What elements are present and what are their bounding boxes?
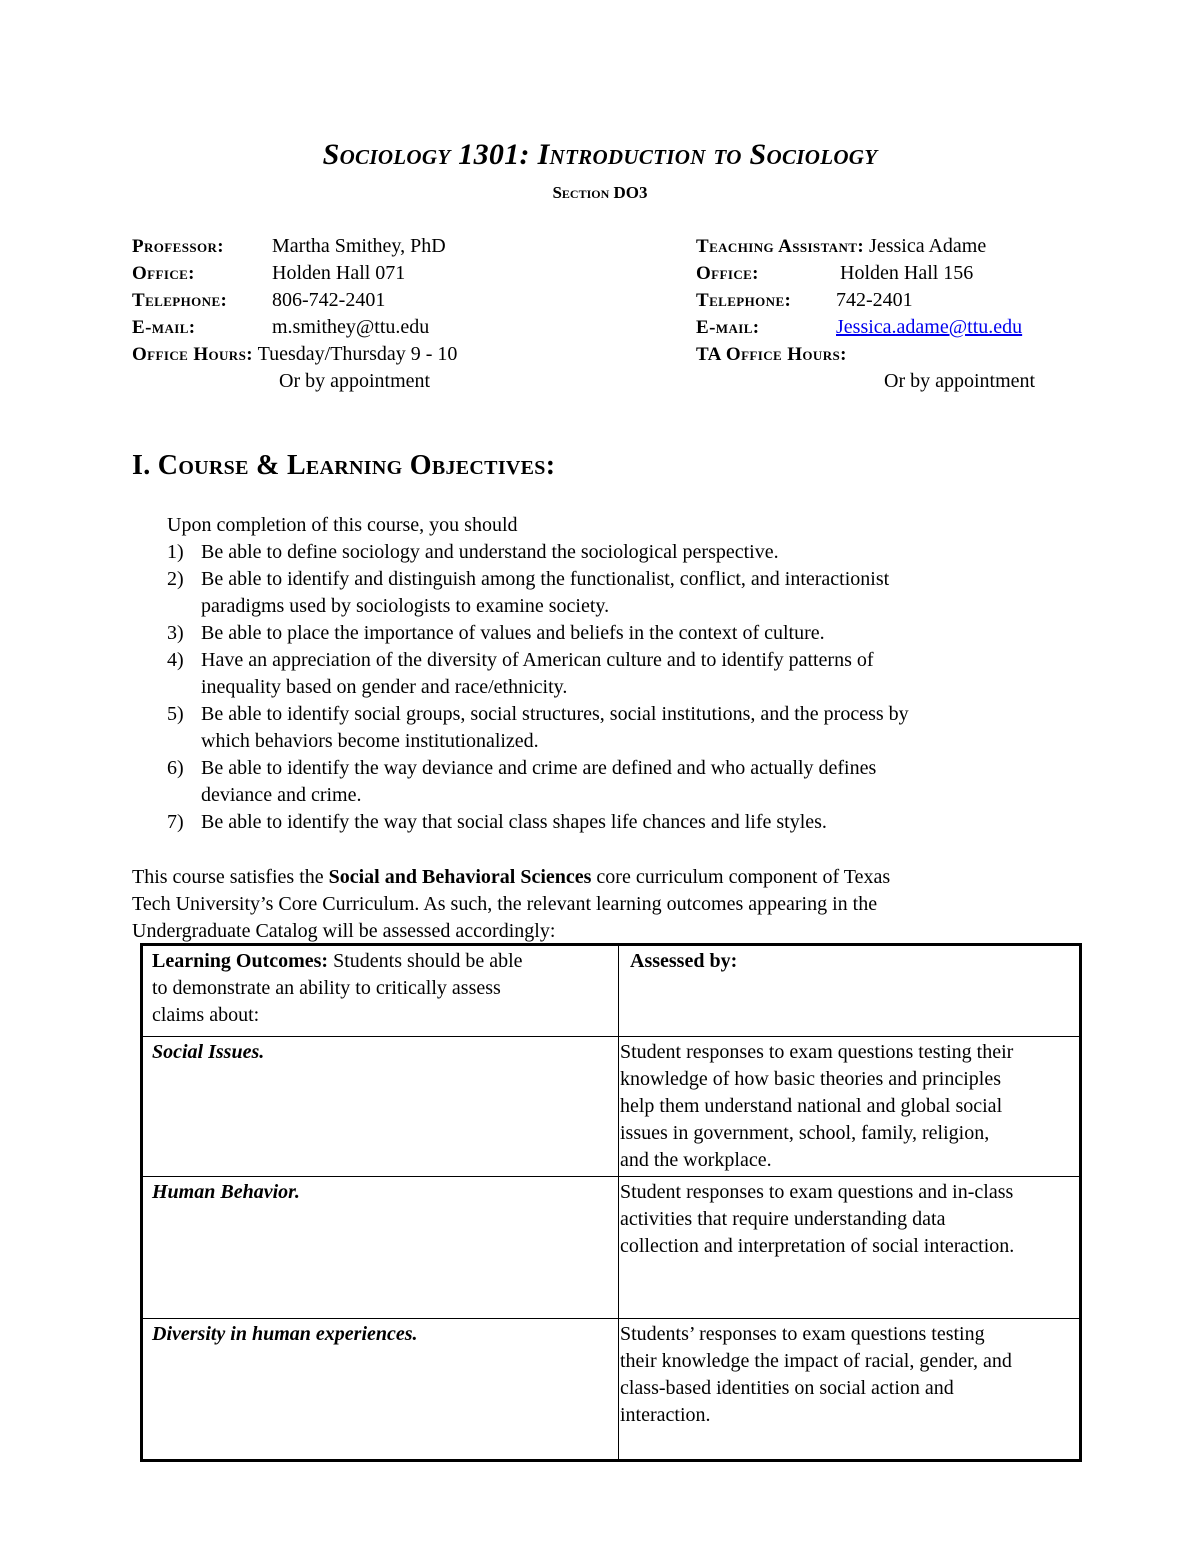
professor-name: Martha Smithey, PhD	[272, 235, 446, 257]
assessment-text: their knowledge the impact of racial, gender, and	[620, 1350, 1012, 1372]
assessment-cell	[619, 1037, 1081, 1177]
objective-item	[167, 809, 1067, 836]
objective-number: 3)	[167, 622, 184, 644]
objective-item	[167, 539, 1067, 566]
ta-telephone: 742-2401	[836, 289, 913, 311]
outcomes-header-line2: to demonstrate an ability to critically assess	[152, 977, 501, 999]
objective-text: Be able to identify the way that social class shapes life chances and life styles.	[201, 811, 827, 833]
core-text-before: This course satisfies the	[132, 866, 329, 888]
ta-hours-note: Or by appointment	[884, 370, 1036, 392]
objective-number: 2)	[167, 568, 184, 590]
core-component-name: Social and Behavioral Sciences	[328, 866, 592, 888]
objective-number: 7)	[167, 811, 184, 833]
ta-office: Holden Hall 156	[840, 262, 974, 284]
assessment-cell	[619, 1177, 1081, 1319]
professor-telephone-label: Telephone:	[132, 290, 228, 311]
assessment-text: knowledge of how basic theories and principles	[620, 1068, 1002, 1090]
assessment-text: Student responses to exam questions and in-class	[620, 1181, 1014, 1203]
professor-info	[132, 233, 652, 395]
ta-name: Jessica Adame	[869, 235, 987, 257]
professor-email-label: E-mail:	[132, 317, 196, 338]
outcomes-header-text: Students should be able	[328, 950, 523, 972]
ta-info	[696, 233, 1096, 395]
assessment-text: interaction.	[620, 1404, 711, 1426]
outcomes-header-cell	[142, 945, 619, 1037]
objective-item	[167, 566, 1067, 620]
objective-text: Be able to identify the way deviance and crime are defined and who actually defines	[201, 757, 877, 779]
professor-telephone: 806-742-2401	[272, 289, 386, 311]
professor-office: Holden Hall 071	[272, 262, 406, 284]
objective-item	[167, 755, 1067, 809]
assessment-text: collection and interpretation of social interaction.	[620, 1235, 1015, 1257]
assessed-header: Assessed by:	[630, 950, 738, 972]
assessment-text: activities that require understanding data	[620, 1208, 946, 1230]
ta-label: Teaching Assistant:	[696, 236, 865, 257]
objective-item	[167, 620, 1067, 647]
objective-text: Be able to identify social groups, social structures, social institutions, and the process by	[201, 703, 909, 725]
professor-hours: Tuesday/Thursday 9 - 10	[257, 343, 458, 365]
assessment-text: class-based identities on social action and	[620, 1377, 954, 1399]
assessment-text: Student responses to exam questions testing their	[620, 1041, 1014, 1063]
table-row	[142, 1037, 1081, 1177]
outcomes-header-bold: Learning Outcomes:	[152, 950, 329, 972]
ta-email-link[interactable]: Jessica.adame@ttu.edu	[836, 316, 1023, 338]
objective-item	[167, 701, 1067, 755]
assessment-text: and the workplace.	[620, 1149, 772, 1171]
professor-label: Professor:	[132, 236, 225, 257]
objective-number: 6)	[167, 757, 184, 779]
objective-number: 1)	[167, 541, 184, 563]
assessment-text: help them understand national and global social	[620, 1095, 1003, 1117]
objective-text: which behaviors become institutionalized.	[201, 730, 539, 752]
ta-office-label: Office:	[696, 263, 759, 284]
outcome-name: Social Issues.	[152, 1041, 265, 1063]
section-heading-objectives: I. Course & Learning Objectives:	[132, 450, 556, 481]
core-curriculum-paragraph	[132, 864, 1072, 945]
learning-outcomes-table	[140, 943, 1082, 1462]
ta-email-label: E-mail:	[696, 317, 760, 338]
assessed-header-cell	[619, 945, 1081, 1037]
outcomes-header-line3: claims about:	[152, 1004, 260, 1026]
professor-hours-note: Or by appointment	[279, 370, 431, 392]
table-row	[142, 1177, 1081, 1319]
core-text-after: core curriculum component of Texas	[591, 866, 891, 888]
assessment-text: issues in government, school, family, religion,	[620, 1122, 990, 1144]
core-text-line2: Tech University’s Core Curriculum. As such, the relevant learning outcomes appearing in the	[132, 893, 878, 915]
assessment-cell	[619, 1319, 1081, 1461]
objective-text: paradigms used by sociologists to examine society.	[201, 595, 610, 617]
objective-text: inequality based on gender and race/ethnicity.	[201, 676, 568, 698]
course-title: Sociology 1301: Introduction to Sociology	[322, 138, 878, 171]
objective-item	[167, 647, 1067, 701]
outcome-cell	[142, 1037, 619, 1177]
objective-text: deviance and crime.	[201, 784, 362, 806]
objectives-list	[167, 539, 1067, 836]
objective-number: 4)	[167, 649, 184, 671]
outcome-cell	[142, 1177, 619, 1319]
objective-number: 5)	[167, 703, 184, 725]
outcome-name: Diversity in human experiences.	[152, 1323, 418, 1345]
objective-text: Be able to place the importance of values and beliefs in the context of culture.	[201, 622, 825, 644]
objectives-intro: Upon completion of this course, you should	[167, 514, 518, 536]
ta-hours-label: TA Office Hours:	[696, 344, 847, 365]
assessment-text: Students’ responses to exam questions testing	[620, 1323, 985, 1345]
ta-telephone-label: Telephone:	[696, 290, 792, 311]
course-section: Section DO3	[552, 183, 648, 202]
table-row	[142, 1319, 1081, 1461]
objective-text: Be able to define sociology and understand the sociological perspective.	[201, 541, 779, 563]
outcome-cell	[142, 1319, 619, 1461]
objective-text: Have an appreciation of the diversity of American culture and to identify patterns of	[201, 649, 874, 671]
outcome-name: Human Behavior.	[152, 1181, 300, 1203]
objective-text: Be able to identify and distinguish among the functionalist, conflict, and interactionist	[201, 568, 890, 590]
professor-email: m.smithey@ttu.edu	[272, 316, 430, 338]
core-text-line3: Undergraduate Catalog will be assessed accordingly:	[132, 920, 556, 942]
professor-hours-label: Office Hours:	[132, 344, 253, 365]
table-header-row	[142, 945, 1081, 1037]
professor-office-label: Office:	[132, 263, 195, 284]
